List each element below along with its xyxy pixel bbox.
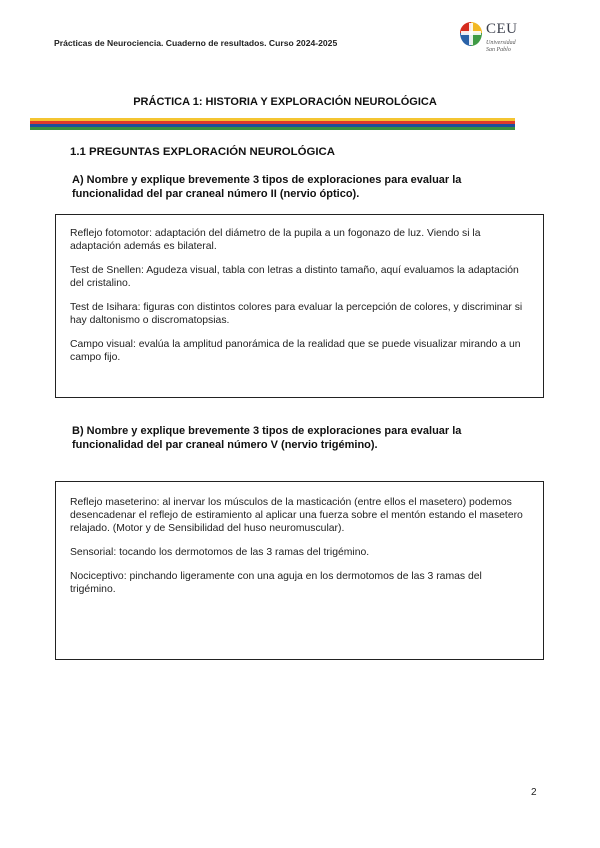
answer-a-3: Test de Isihara: figuras con distintos colores para evaluar la percepción de colores, y discriminar si hay daltonismo o discromatopsias. (70, 302, 523, 326)
answer-b-3: Nociceptivo: pinchando ligeramente con una aguja en los dermotomos de las 3 ramas del trigémino. (70, 571, 482, 595)
answer-b-2: Sensorial: tocando los dermotomos de las 3 ramas del trigémino. (70, 547, 370, 558)
answer-box-a (55, 214, 544, 398)
answer-a-4: Campo visual: evalúa la amplitud panorámica de la realidad que se puede visualizar mirando a un campo fijo. (70, 339, 521, 363)
question-a: A) Nombre y explique brevemente 3 tipos de exploraciones para evaluar la funcionalidad del par craneal número II (nervio óptico). (72, 174, 462, 200)
practice-title: PRÁCTICA 1: HISTORIA Y EXPLORACIÓN NEUROLÓGICA (133, 96, 437, 108)
answer-a-2: Test de Snellen: Agudeza visual, tabla con letras a distinto tamaño, aquí evaluamos la adaptación del cristalino. (70, 265, 519, 289)
section-title: 1.1 PREGUNTAS EXPLORACIÓN NEUROLÓGICA (70, 146, 335, 158)
page-number: 2 (531, 787, 537, 798)
answer-box-b (55, 481, 544, 660)
question-b: B) Nombre y explique brevemente 3 tipos de exploraciones para evaluar la funcionalidad del par craneal número V (nervio trigémino). (72, 425, 462, 451)
logo-line-1: Universidad (486, 40, 516, 46)
color-stripes (30, 118, 515, 130)
ceu-logo (459, 21, 539, 61)
answer-a-1: Reflejo fotomotor: adaptación del diámetro de la pupila a un fogonazo de luz. Viendo si la adaptación además es bilateral. (70, 228, 481, 252)
stripe-green (30, 127, 515, 130)
ceu-emblem-icon (459, 21, 483, 47)
answer-b-1: Reflejo maseterino: al inervar los músculos de la masticación (entre ellos el masetero) podemos desencadenar el reflejo de estiramiento al aplicar una fuerza sobre el mentón estando el masetero relajado. (Motor y de Sensibilidad del huso neuromuscular). (70, 497, 523, 534)
logo-university-name (486, 40, 516, 53)
running-header: Prácticas de Neurociencia. Cuaderno de resultados. Curso 2024-2025 (54, 38, 338, 48)
logo-brand: CEU (486, 21, 518, 37)
logo-line-2: San Pablo (486, 46, 511, 53)
